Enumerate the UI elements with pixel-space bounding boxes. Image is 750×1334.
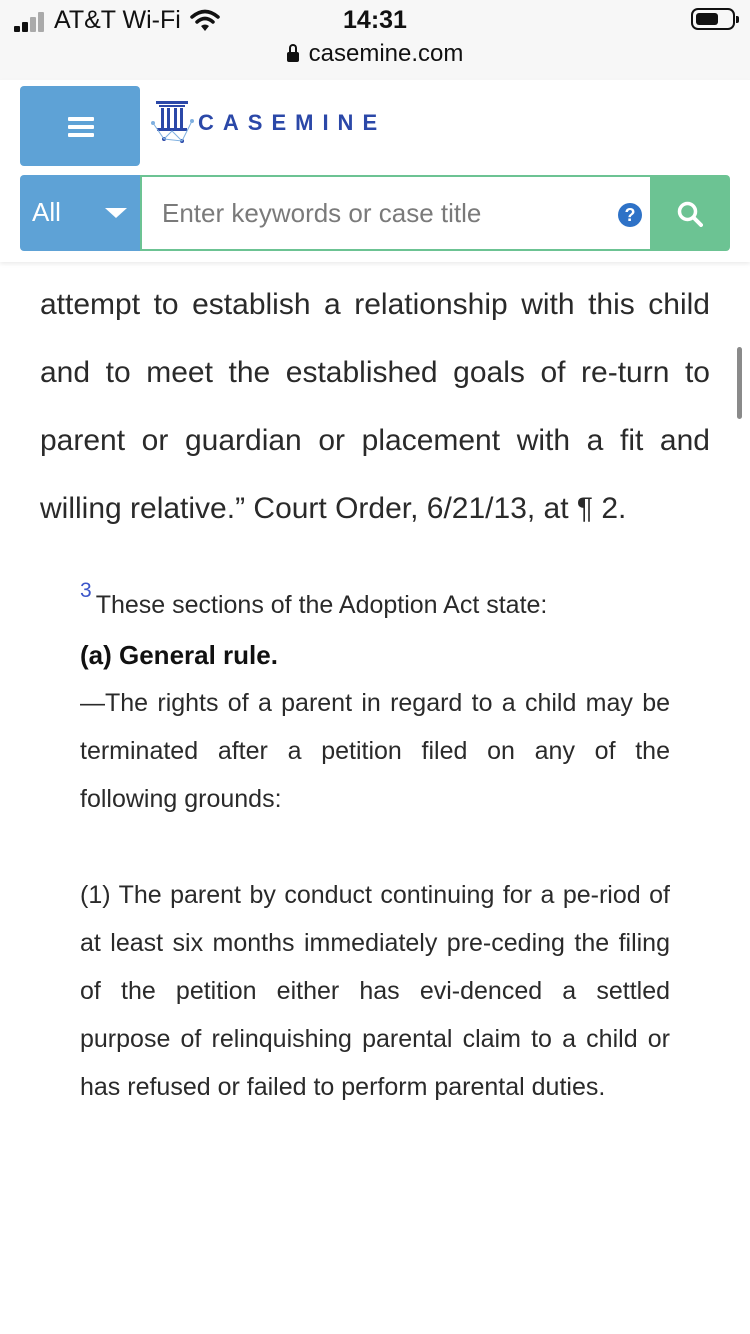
footnote-heading: (a) General rule.	[80, 640, 278, 670]
spacer	[80, 823, 670, 871]
footnote-intro: These sections of the Adoption Act state:	[95, 591, 548, 619]
search-bar	[20, 175, 730, 251]
scope-dropdown[interactable]	[20, 175, 140, 251]
footnote-intro-line	[80, 581, 670, 631]
site-header	[0, 80, 750, 262]
help-icon[interactable]: ?	[618, 203, 642, 227]
casemine-logo-icon[interactable]	[148, 99, 196, 145]
footnote-rule-text: —The rights of a parent in regard to a child may be terminated after a petition filed on any of the following grounds:	[80, 689, 670, 813]
scrollbar-thumb[interactable]	[737, 347, 742, 419]
footnote	[80, 581, 670, 1111]
hamburger-menu-icon	[68, 117, 94, 121]
status-bar	[0, 0, 750, 81]
search-input[interactable]	[162, 193, 582, 233]
scope-label: All	[32, 197, 61, 227]
lock-icon	[287, 52, 299, 62]
battery-icon	[691, 8, 735, 30]
article-paragraph: attempt to establish a relationship with this child and to meet the established goals of re-turn to parent or guardian or placement with a fit and willing relative.” Court Order, 6/21/13, at ¶ 2.	[40, 288, 710, 525]
search-icon	[677, 201, 703, 227]
caret-down-icon	[105, 208, 127, 218]
carrier-label: AT&T Wi-Fi	[54, 6, 181, 34]
search-button[interactable]	[650, 175, 730, 251]
address-bar[interactable]	[0, 40, 750, 68]
article-content	[40, 271, 710, 1111]
status-time: 14:31	[343, 6, 407, 34]
footnote-item-1: (1) The parent by conduct continuing for a pe-riod of at least six months immediately pre-ceding the filing of the petition either has evi-denced a settled purpose of relinquishing parental claim to a child or has refused or failed to perform parental duties.	[80, 881, 670, 1101]
menu-button[interactable]	[20, 86, 140, 166]
footnote-ref-link[interactable]: 3	[80, 579, 92, 602]
url-text: casemine.com	[308, 40, 464, 67]
casemine-logo-text[interactable]: CASEMINE	[198, 110, 387, 135]
search-field	[140, 175, 650, 251]
